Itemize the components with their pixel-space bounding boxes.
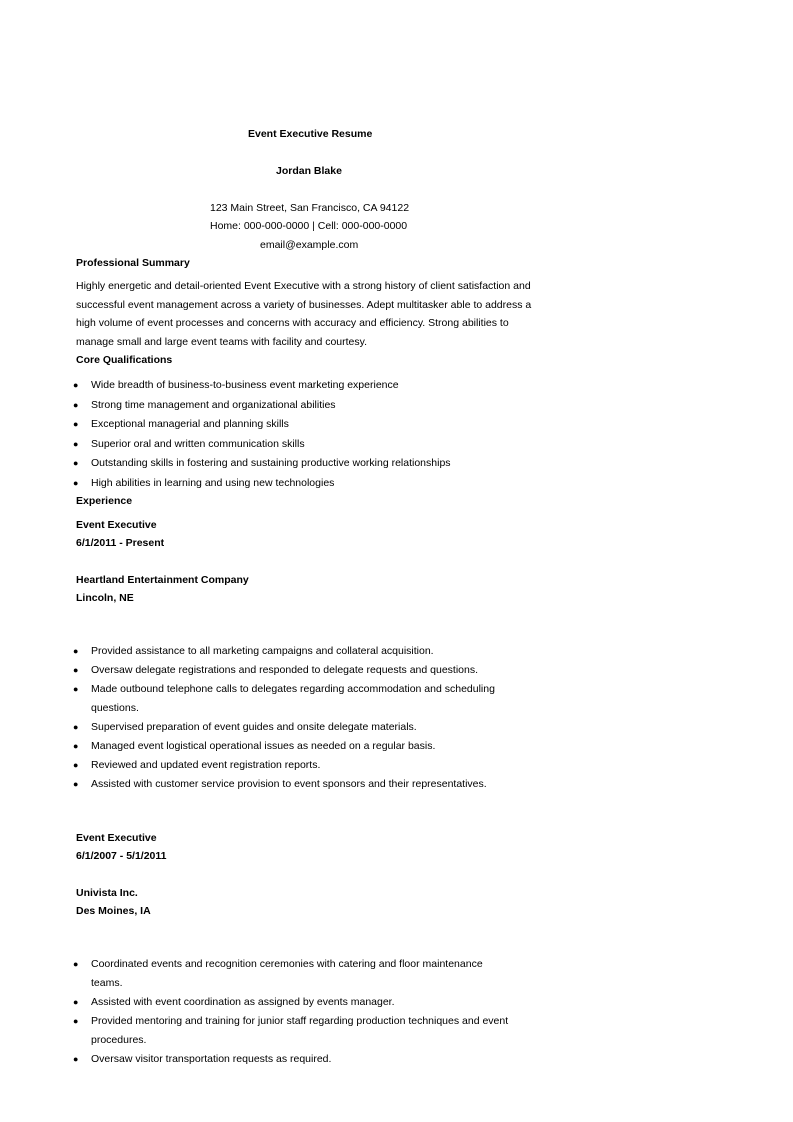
- candidate-name: Jordan Blake: [276, 165, 342, 177]
- bullet-icon: ●: [73, 646, 79, 656]
- phone-line: Home: 000-000-0000 | Cell: 000-000-0000: [210, 220, 408, 232]
- document-title: Event Executive Resume: [248, 128, 373, 140]
- job-title: Event Executive: [76, 519, 157, 531]
- experience-heading: Experience: [76, 495, 133, 507]
- address-line: 123 Main Street, San Francisco, CA 94122: [210, 202, 410, 214]
- duty-text: Supervised preparation of event guides and onsite delegate materials.: [91, 721, 417, 733]
- email-line: email@example.com: [260, 239, 359, 251]
- bullet-icon: ●: [73, 477, 79, 488]
- list-item: [0, 775, 511, 794]
- duty-text: Made outbound telephone calls to delegates regarding accommodation and scheduling questions.: [91, 683, 495, 714]
- qualification-text: Wide breadth of business-to-business event marketing experience: [91, 379, 399, 391]
- bullet-icon: ●: [73, 741, 79, 751]
- bullet-icon: ●: [73, 1054, 79, 1064]
- duty-text: Coordinated events and recognition ceremonies with catering and floor maintenance teams.: [91, 958, 483, 989]
- list-item: [0, 435, 511, 455]
- bullet-icon: ●: [73, 779, 79, 789]
- list-item: [0, 415, 511, 435]
- bullet-icon: ●: [73, 438, 79, 449]
- summary-line: high volume of event processes and concerns with accuracy and efficiency. Strong abilities to: [76, 317, 509, 329]
- job-dates: 6/1/2011 - Present: [76, 537, 165, 549]
- list-item: [0, 661, 511, 680]
- list-item: [0, 737, 511, 756]
- summary-heading: Professional Summary: [76, 257, 190, 269]
- duty-text: Oversaw visitor transportation requests as required.: [91, 1053, 332, 1065]
- list-item: [0, 955, 511, 993]
- duty-text: Reviewed and updated event registration reports.: [91, 759, 321, 771]
- list-item: [0, 376, 511, 396]
- bullet-icon: ●: [73, 419, 79, 430]
- bullet-icon: ●: [73, 684, 79, 694]
- list-item: [0, 1012, 511, 1050]
- summary-line: Highly energetic and detail-oriented Event Executive with a strong history of client satisfaction and: [76, 280, 531, 292]
- list-item: [0, 993, 511, 1012]
- duty-text: Oversaw delegate registrations and responded to delegate requests and questions.: [91, 664, 479, 676]
- list-item: [0, 1050, 511, 1069]
- list-item: [0, 474, 511, 494]
- duty-text: Managed event logistical operational issues as needed on a regular basis.: [91, 740, 436, 752]
- bullet-icon: ●: [73, 380, 79, 390]
- qualification-text: High abilities in learning and using new technologies: [91, 476, 335, 489]
- job-title: Event Executive: [76, 832, 157, 844]
- list-item: [0, 718, 511, 737]
- bullet-icon: ●: [73, 458, 79, 469]
- duty-text: Assisted with customer service provision to event sponsors and their representatives.: [91, 778, 487, 790]
- qualifications-list: [0, 376, 511, 494]
- company-name: Univista Inc.: [76, 887, 138, 899]
- bullet-icon: ●: [73, 959, 79, 969]
- summary-line: successful event management across a variety of businesses. Adept multitasker able to address a: [76, 299, 532, 311]
- bullet-icon: ●: [73, 399, 79, 410]
- list-item: [0, 756, 511, 775]
- qualifications-heading: Core Qualifications: [76, 354, 173, 366]
- duty-text: Provided assistance to all marketing campaigns and collateral acquisition.: [91, 645, 434, 657]
- company-location: Des Moines, IA: [76, 905, 151, 917]
- company-location: Lincoln, NE: [76, 592, 134, 604]
- qualification-text: Outstanding skills in fostering and sustaining productive working relationships: [91, 457, 451, 470]
- bullet-icon: ●: [73, 1016, 79, 1026]
- job-duties-list: [0, 642, 511, 794]
- bullet-icon: ●: [73, 760, 79, 770]
- duty-text: Provided mentoring and training for junior staff regarding production techniques and event procedures.: [91, 1015, 509, 1046]
- summary-line: manage small and large event teams with facility and courtesy.: [76, 336, 368, 348]
- bullet-icon: ●: [73, 722, 79, 732]
- qualification-text: Exceptional managerial and planning skills: [91, 418, 289, 431]
- list-item: [0, 454, 511, 474]
- qualification-text: Superior oral and written communication skills: [91, 437, 305, 450]
- company-name: Heartland Entertainment Company: [76, 574, 249, 586]
- list-item: [0, 680, 511, 718]
- job-duties-list: [0, 955, 511, 1069]
- list-item: [0, 396, 511, 416]
- bullet-icon: ●: [73, 665, 79, 675]
- list-item: [0, 642, 511, 661]
- duty-text: Assisted with event coordination as assigned by events manager.: [91, 996, 395, 1008]
- job-dates: 6/1/2007 - 5/1/2011: [76, 850, 167, 862]
- bullet-icon: ●: [73, 997, 79, 1007]
- qualification-text: Strong time management and organizational abilities: [91, 398, 336, 411]
